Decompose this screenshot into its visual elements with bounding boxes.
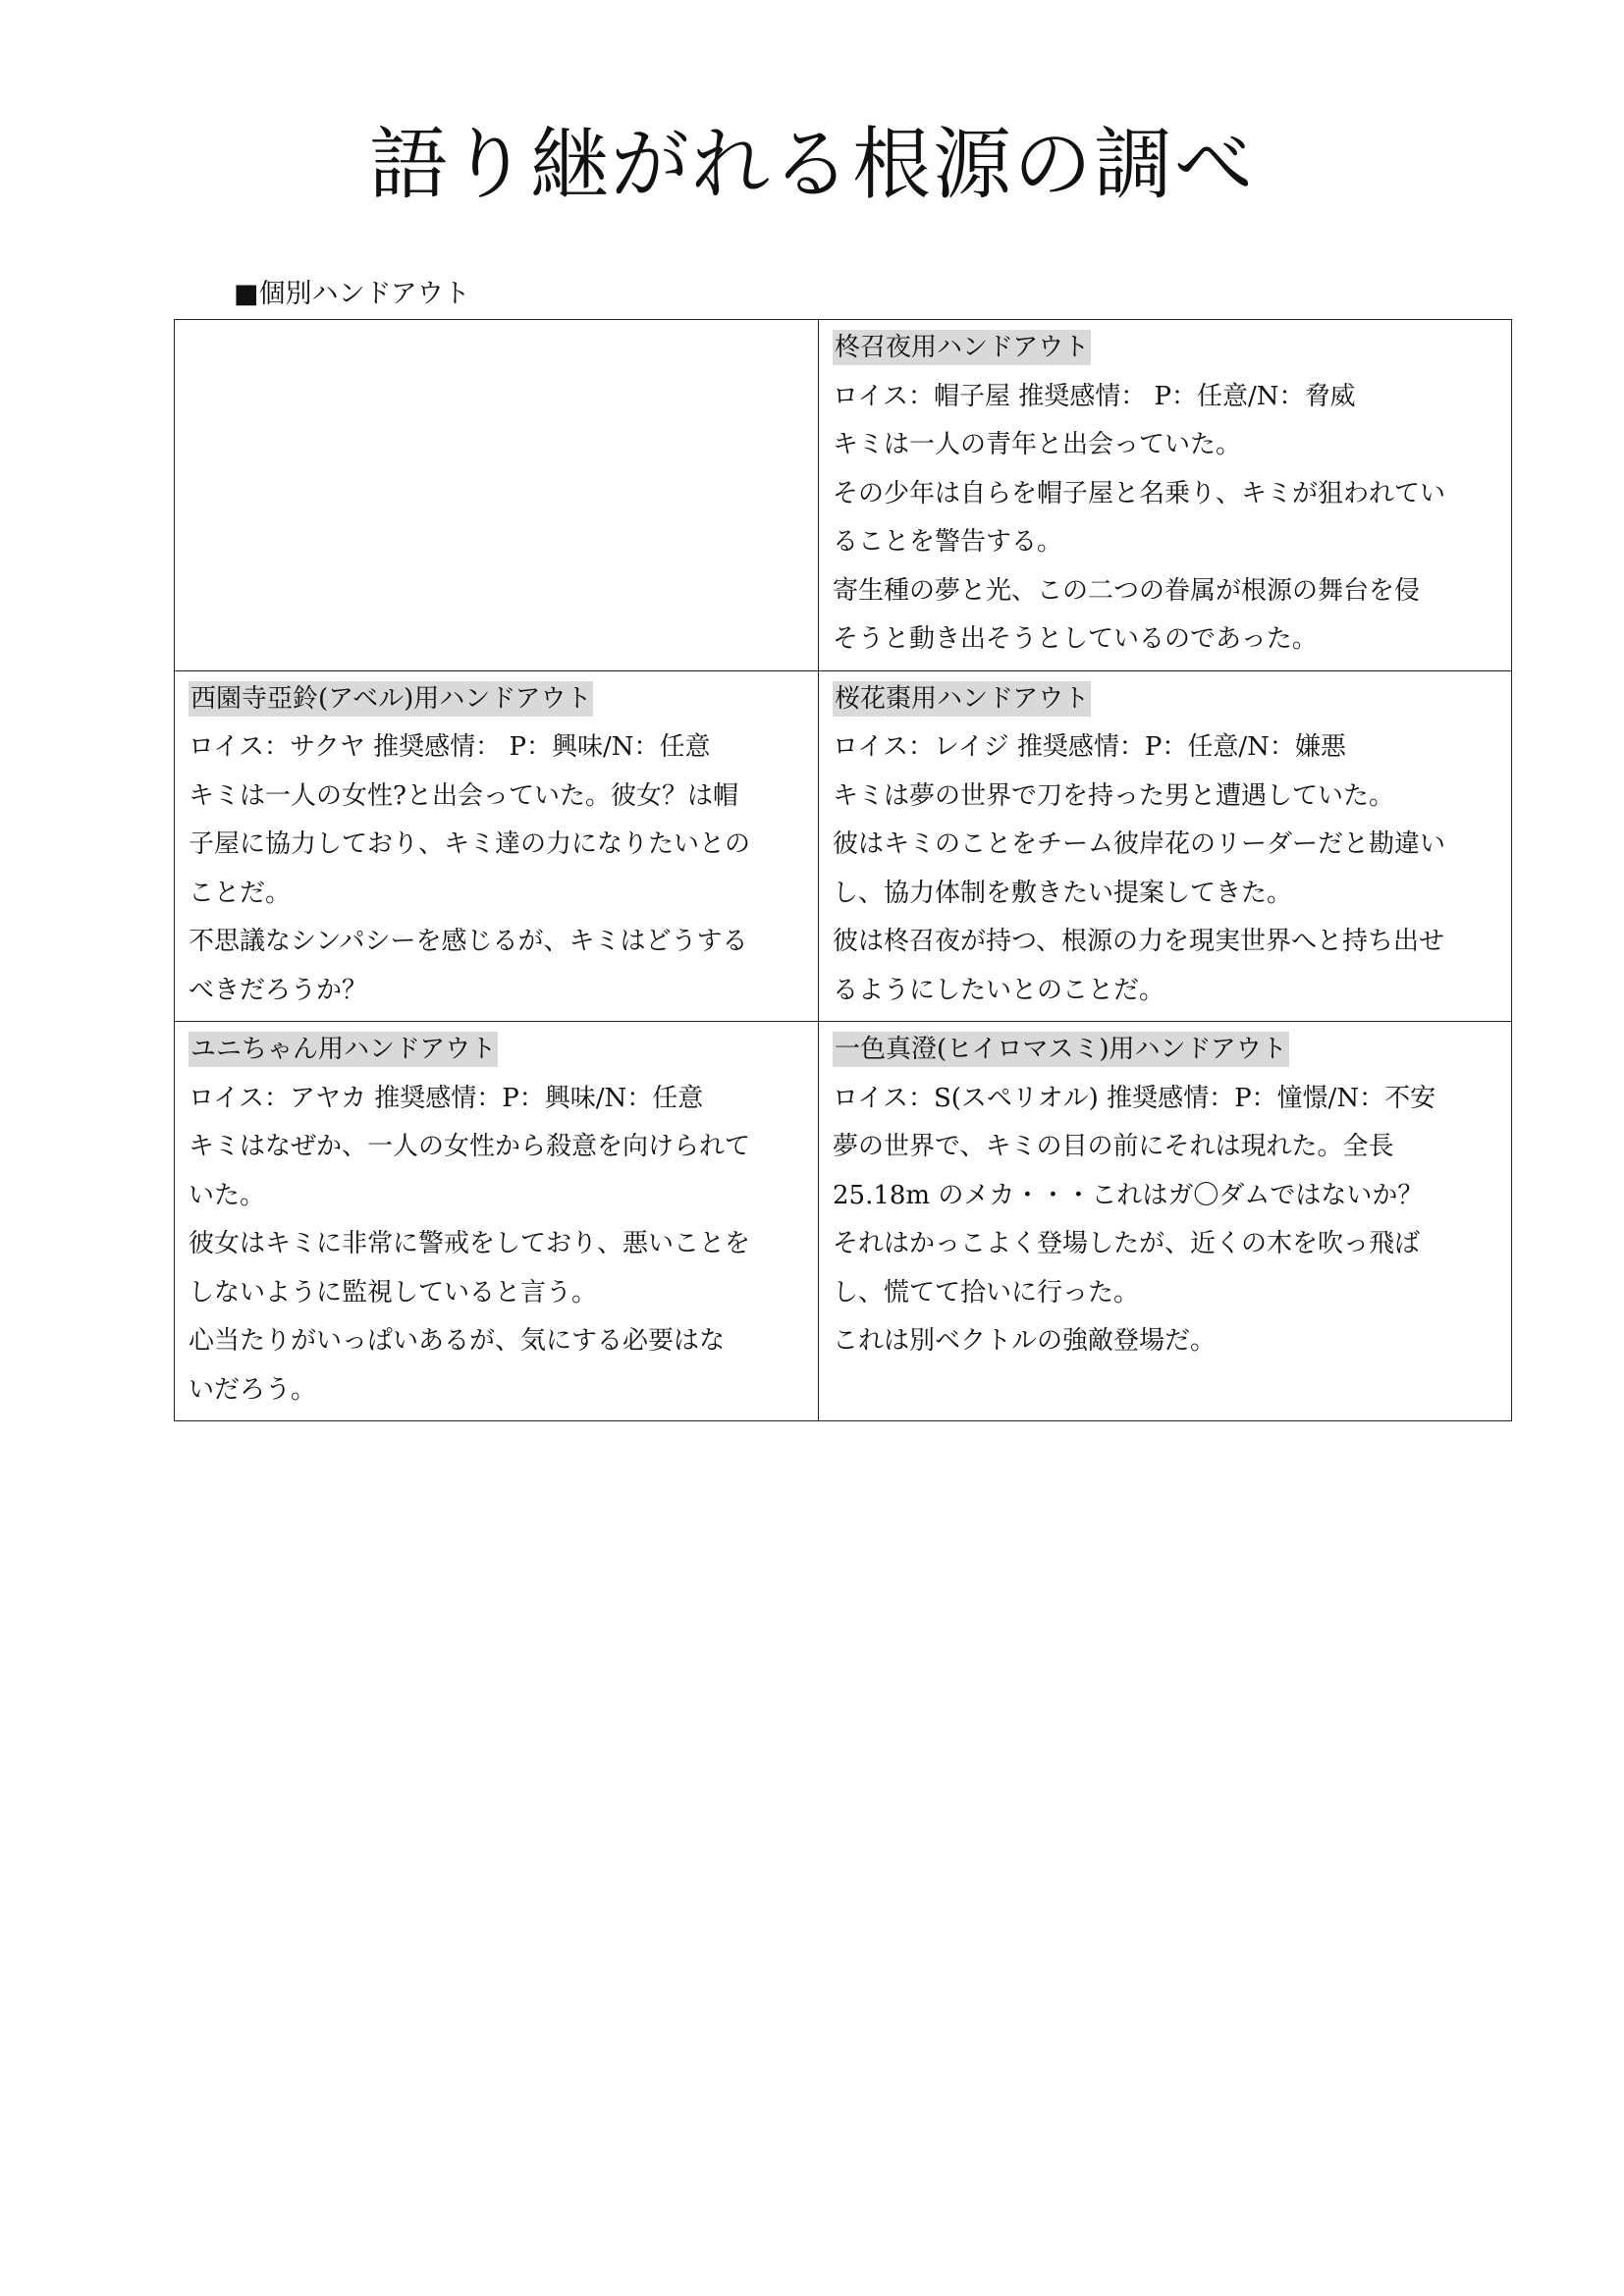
handout-line: それはかっこよく登場したが、近くの木を吹っ飛ば	[833, 1229, 1421, 1258]
table-row	[175, 670, 1512, 1022]
handout-table	[174, 319, 1512, 1421]
handout-line: そうと動き出そうとしているのであった。	[833, 624, 1318, 654]
handout-line: キミは一人の女性?と出会っていた。彼女？は帽	[189, 780, 738, 811]
section-label: ■個別ハンドアウト	[234, 279, 470, 309]
handout-cell-uni	[175, 1022, 819, 1421]
handout-line: 不思議なシンパシーを感じるが、キミはどうする	[189, 927, 748, 956]
handout-heading: ユニちゃん用ハンドアウト	[189, 1032, 498, 1067]
handout-cell-abel	[175, 670, 819, 1022]
handout-line: ることを警告する。	[833, 527, 1063, 557]
handout-line: 夢の世界で、キミの目の前にそれは現れた。全長	[833, 1132, 1394, 1161]
handout-line: るようにしたいとのことだ。	[833, 975, 1165, 1005]
table-row	[175, 1022, 1512, 1421]
handout-line: し、慌てて拾いに行った。	[833, 1277, 1140, 1308]
handout-cell-masumi	[819, 1022, 1512, 1421]
handout-line: しないように監視していると言う。	[189, 1277, 598, 1308]
handout-line: ロイス：帽子屋 推奨感情： P：任意/N：脅威	[833, 381, 1356, 411]
handout-line: キミは一人の青年と出会っていた。	[833, 430, 1242, 459]
handout-cell-natsume	[819, 670, 1512, 1022]
handout-line: 彼はキミのことをチーム彼岸花のリーダーだと勘違い	[833, 829, 1446, 859]
handout-heading: 一色真澄(ヒイロマスミ)用ハンドアウト	[833, 1032, 1289, 1067]
handout-line: ロイス：S(スペリオル) 推奨感情：P：憧憬/N：不安	[833, 1083, 1436, 1113]
handout-line: 25.18m のメカ・・・これはガ〇ダムではないか？	[833, 1180, 1424, 1210]
handout-line: ロイス：サクヤ 推奨感情： P：興味/N：任意	[189, 732, 711, 762]
page-title: 語り継がれる根源の調べ	[369, 119, 1255, 210]
handout-heading: 柊召夜用ハンドアウト	[833, 330, 1091, 365]
handout-line: キミは夢の世界で刀を持った男と遭遇していた。	[833, 780, 1395, 811]
handout-line: 彼は柊召夜が持つ、根源の力を現実世界へと持ち出せ	[833, 927, 1444, 956]
handout-line: 子屋に協力しており、キミ達の力になりたいとの	[189, 829, 751, 859]
handout-heading: 西園寺亞鈴(アベル)用ハンドアウト	[189, 681, 593, 717]
handout-line: ことだ。	[189, 878, 292, 908]
handout-line: し、協力体制を敷きたい提案してきた。	[833, 878, 1293, 908]
handout-line: ロイス：レイジ 推奨感情：P：任意/N：嫌悪	[833, 732, 1346, 762]
handout-line: べきだろうか？	[189, 975, 368, 1005]
table-row	[175, 320, 1512, 671]
handout-line: 寄生種の夢と光、この二つの眷属が根源の舞台を侵	[833, 575, 1421, 606]
handout-heading: 桜花棗用ハンドアウト	[833, 681, 1091, 717]
handout-cell-empty	[175, 320, 819, 671]
handout-line: 心当たりがいっぱいあるが、気にする必要はな	[189, 1326, 726, 1356]
handout-line: その少年は自らを帽子屋と名乗り、キミが狙われてい	[833, 478, 1446, 508]
handout-line: キミはなぜか、一人の女性から殺意を向けられて	[189, 1132, 751, 1161]
handout-cell-shoya	[819, 320, 1512, 671]
handout-line: ロイス：アヤカ 推奨感情：P：興味/N：任意	[189, 1083, 704, 1113]
handout-line: これは別ベクトルの強敵登場だ。	[833, 1326, 1217, 1356]
handout-line: 彼女はキミに非常に警戒をしており、悪いことを	[189, 1229, 751, 1258]
handout-line: いた。	[189, 1180, 266, 1210]
handout-line: いだろう。	[189, 1374, 317, 1405]
